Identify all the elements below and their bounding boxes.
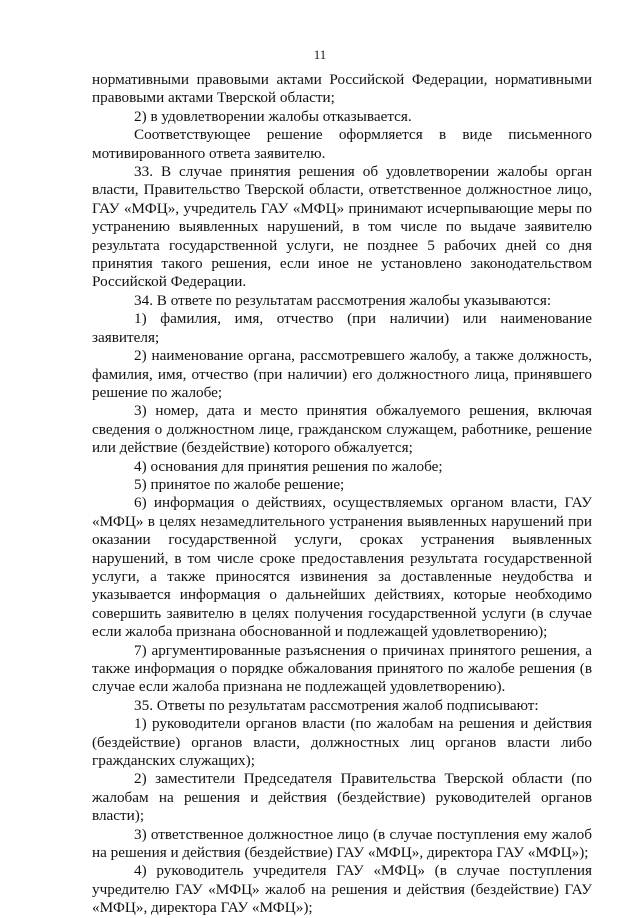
paragraph-item-35: 35. Ответы по результатам рассмотрения жалоб подписывают: — [134, 696, 539, 714]
paragraph: Соответствующее решение оформляется в виде письменного мотивированного ответа заявителю. — [92, 126, 592, 162]
paragraph-continuation: нормативными правовыми актами Российской Федерации, нормативными правовыми актами Тверской области; — [92, 71, 592, 107]
paragraph: 2) заместители Председателя Правительства Тверской области (по жалобам на решения и действия (бездействие) руководителей органов власти); — [92, 770, 592, 825]
paragraph: 7) аргументированные разъяснения о причинах принятого решения, а также информация о порядке обжалования принятого по жалобе решения (в случае если жалоба признана не подлежащей удовлетворению). — [92, 641, 592, 696]
document-body — [92, 71, 592, 918]
paragraph: 3) номер, дата и место принятия обжалуемого решения, включая сведения о должностном лице, гражданском служащем, работнике, решение или действие (бездействие) которого обжалуется; — [92, 402, 592, 457]
paragraph-item-33: 33. В случае принятия решения об удовлетворении жалобы орган власти, Правительство Тверской области, ответственное должностное лицо, ГАУ «МФЦ», учредитель ГАУ «МФЦ» принимают исчерпывающие меры по устранению выявленных нарушений, в том числе по выдаче заявителю результата государственной услуги, не позднее 5 рабочих дней со дня принятия такого решения, если иное не установлено законодательством Российской Федерации. — [92, 163, 592, 291]
paragraph: 4) основания для принятия решения по жалобе; — [134, 457, 443, 475]
paragraph: 5) принятое по жалобе решение; — [134, 475, 345, 493]
paragraph: 1) фамилия, имя, отчество (при наличии) или наименование заявителя; — [92, 310, 592, 346]
paragraph: 6) информация о действиях, осуществляемых органом власти, ГАУ «МФЦ» в целях незамедлительного устранения выявленных нарушений при оказании государственной услуги, сроках устранения выявленных нарушений, в том числе сроке предоставления результата государственной услуги, а также приносятся извинения за доставленные неудобства и указывается информация о дальнейших действиях, которые необходимо совершить заявителю в целях получения государственной услуги (в случае если жалоба признана обоснованной и подлежащей удовлетворению); — [92, 494, 592, 641]
paragraph: 2) наименование органа, рассмотревшего жалобу, а также должность, фамилия, имя, отчество (при наличии) его должностного лица, принявшего решение по жалобе; — [92, 347, 592, 401]
paragraph: 3) ответственное должностное лицо (в случае поступления ему жалоб на решения и действия (бездействие) ГАУ «МФЦ», директора ГАУ «МФЦ»); — [92, 825, 592, 862]
paragraph: 2) в удовлетворении жалобы отказывается. — [134, 107, 412, 125]
paragraph: 4) руководитель учредителя ГАУ «МФЦ» (в случае поступления учредителю ГАУ «МФЦ» жалоб на решения и действия (бездействие) ГАУ «МФЦ», директора ГАУ «МФЦ»); — [92, 862, 592, 917]
page-number: 11 — [313, 47, 327, 62]
paragraph-item-34: 34. В ответе по результатам рассмотрения жалобы указываются: — [134, 291, 552, 309]
paragraph: 1) руководители органов власти (по жалобам на решения и действия (бездействие) органов власти, должностных лиц органов власти либо гражданских служащих); — [92, 715, 592, 770]
